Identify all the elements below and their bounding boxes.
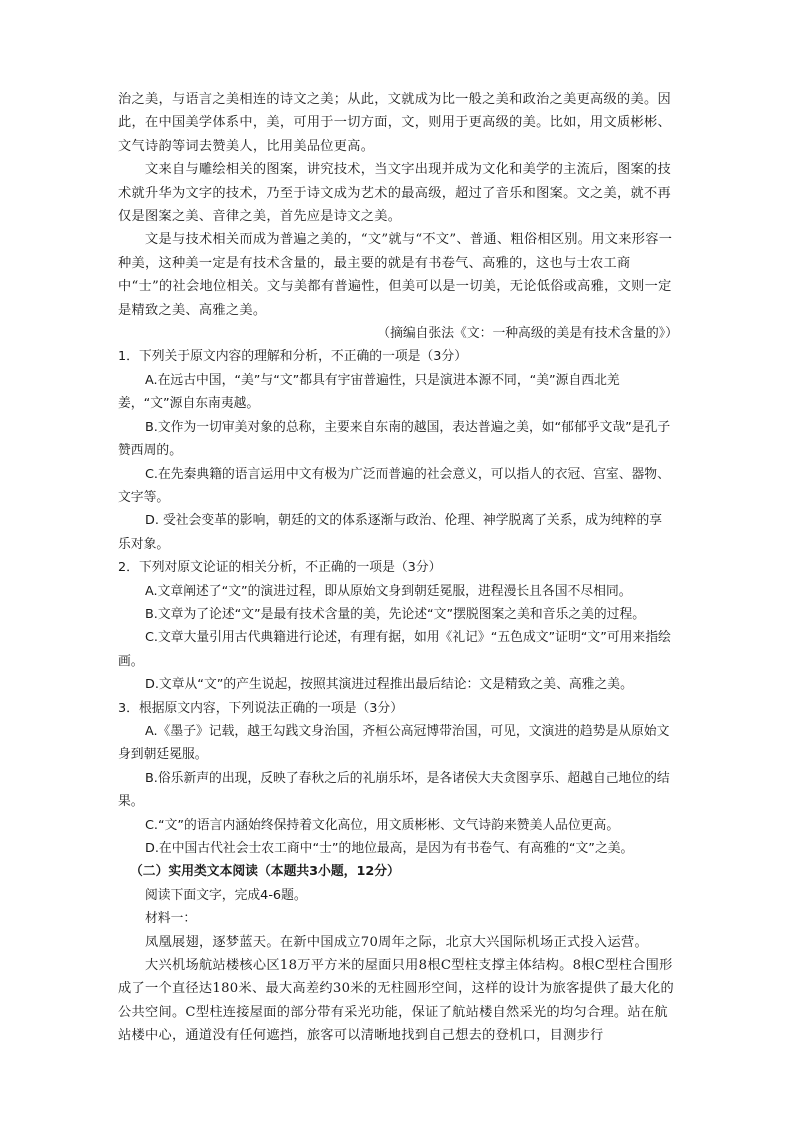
answer-option: A.在远古中国，“美”与“文”都具有宇宙普遍性，只是演进本源不同，“美”源自西北羌姜，“文”源自东南夷越。 — [118, 372, 620, 412]
answer-option: C.在先秦典籍的语言运用中文有极为广泛而普遍的社会意义，可以指人的衣冠、宫室、器物、文字等。 — [118, 466, 670, 505]
section-instruction: 阅读下面文字，完成4-6题。 — [145, 887, 307, 903]
document-page — [118, 88, 678, 1048]
answer-option: D.在中国古代社会士农工商中“士”的地位最高，是因为有书卷气、有高雅的“文”之美。 — [145, 841, 634, 856]
question-stem: 1．下列关于原文内容的理解和分析，不正确的一项是（3分） — [118, 349, 468, 365]
passage-paragraph: 治之美，与语言之美相连的诗文之美；从此，文就成为比一般之美和政治之美更高级的美。因此，在中国美学体系中，美，可用于一切方面，文，则用于更高级的美。比如，用文质彬彬、文气诗韵等词去赞美人，比用美品位更高。 — [118, 92, 671, 154]
answer-option: C.“文”的语言内涵始终保持着文化高位，用文质彬彬、文气诗韵来赞美人品位更高。 — [145, 817, 620, 833]
material-label: 材料一： — [145, 911, 197, 927]
question-stem: 3．根据原文内容，下列说法正确的一项是（3分） — [118, 700, 404, 716]
answer-option: B.文章为了论述“文”是最有技术含量的美，先论述“文”摆脱图案之美和音乐之美的过程。 — [145, 606, 646, 622]
material-paragraph: 凤凰展翅，逐梦蓝天。在新中国成立70周年之际，北京大兴国际机场正式投入运营。 — [145, 934, 648, 950]
answer-option: B.俗乐新声的出现，反映了春秋之后的礼崩乐坏，是各诸侯大夫贪图享乐、超越自己地位的结果。 — [118, 770, 670, 810]
answer-option: D. 受社会变革的影响，朝廷的文的体系逐渐与政治、伦理、神学脱离了关系，成为纯粹的享乐对象。 — [118, 513, 663, 552]
answer-option: A.文章阐述了“文”的演进过程，即从原始文身到朝廷冕服，进程漫长且各国不尽相同。 — [145, 583, 632, 599]
material-paragraph: 大兴机场航站楼核心区18万平方米的屋面只用8根C型柱支撑主体结构。8根C型柱合围形成了一个直径达180米、最大高差约30米的无柱圆形空间，这样的设计为旅客提供了最大化的公共空间。C型柱连接屋面的部分带有采光功能，保证了航站楼自然采光的均匀合理。站在航站楼中心，通道没有任何遮挡，旅客可以清晰地找到自己想去的登机口，目测步行 — [118, 958, 674, 1044]
answer-option: B.文作为一切审美对象的总称，主要来自东南的越国，表达普遍之美，如“郁郁乎文哉”是孔子赞西周的。 — [118, 419, 671, 459]
answer-option: A.《墨子》记载，越王勾践文身治国，齐桓公高冠博带治国，可见，文演进的趋势是从原始文身到朝廷冕服。 — [118, 723, 670, 763]
source-citation: （摘编自张法《文：一种高级的美是有技术含量的》） — [377, 326, 678, 342]
answer-option: D.文章从“文”的产生说起，按照其演进过程推出最后结论：文是精致之美、高雅之美。 — [145, 677, 633, 693]
passage-paragraph: 文来自与雕绘相关的图案，讲究技术，当文字出现并成为文化和美学的主流后，图案的技术就升华为文字的技术，乃至于诗文成为艺术的最高级，超过了音乐和图案。文之美，就不再仅是图案之美、音律之美，首先应是诗文之美。 — [118, 162, 672, 225]
passage-paragraph: 文是与技术相关而成为普遍之美的，“文”就与“不文”、普通、粗俗相区别。用文来形容一种美，这种美一定是有技术含量的，最主要的就是有书卷气、高雅的，这也与士农工商中“士”的社会地位相关。文与美都有普遍性，但美可以是一切美，无论低俗或高雅，文则一定是精致之美、高雅之美。 — [118, 232, 673, 318]
section-heading: （二）实用类文本阅读（本题共3小题，12分） — [130, 864, 400, 880]
answer-option: C.文章大量引用古代典籍进行论述，有理有据，如用《礼记》“五色成文”证明“文”可用来指绘画。 — [118, 630, 671, 669]
question-stem: 2．下列对原文论证的相关分析，不正确的一项是（3分） — [118, 560, 442, 576]
